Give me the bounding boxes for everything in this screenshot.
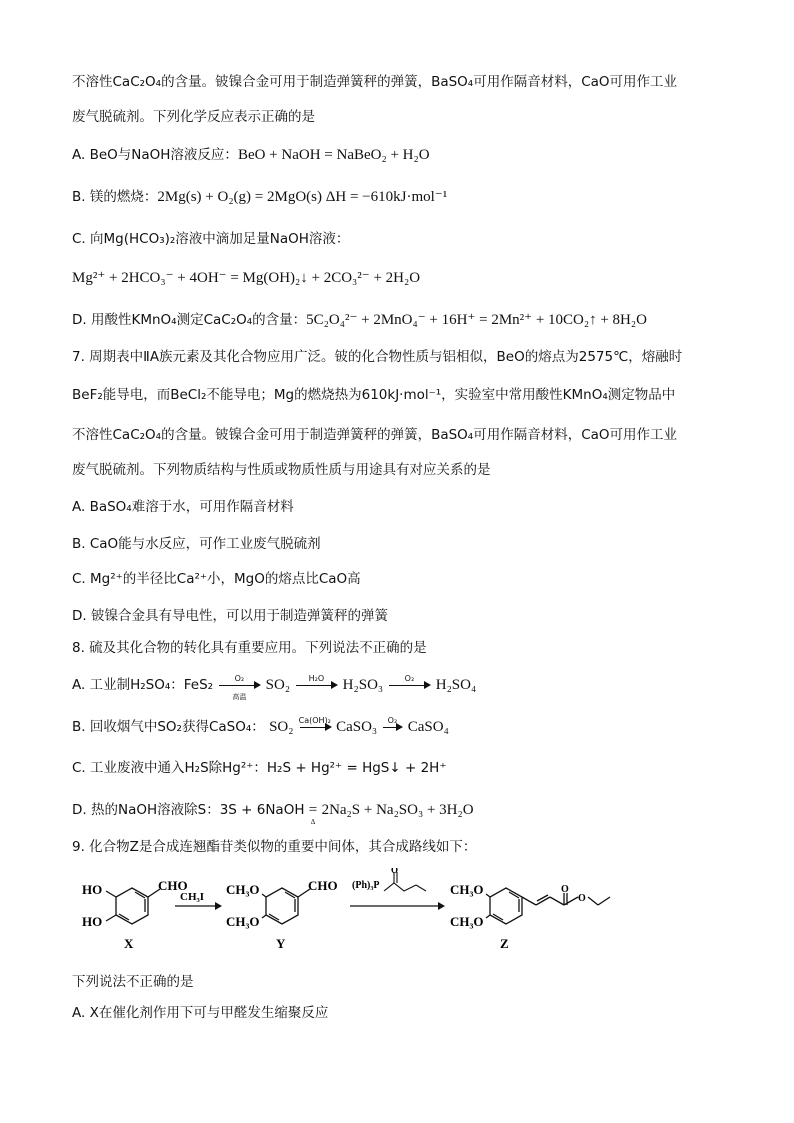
- ester-oxygen-label: O: [578, 893, 586, 904]
- q7-option-b: B. CaO能与水反应，可作工业废气脱硫剂: [72, 536, 321, 552]
- aldehyde-label: CHO: [158, 878, 188, 893]
- carbonyl-oxygen-label: O: [391, 868, 399, 875]
- q6-option-c-equation: Mg²⁺ + 2HCO₃⁻ + 4OH⁻ = Mg(OH)₂↓ + 2CO₃²⁻ + 2H₂O: [72, 270, 421, 286]
- heat-equals-sign: = Δ: [308, 802, 318, 826]
- q8-option-d: D. 热的NaOH溶液除S：3S + 6NaOH = Δ 2Na₂S + Na₂SO₃ + 3H₂O: [72, 802, 474, 826]
- intro-line-2: 废气脱硫剂。下列化学反应表示正确的是: [72, 109, 315, 125]
- compound-y-structure: [262, 888, 310, 924]
- q8-option-c: C. 工业废液中通入H₂S除Hg²⁺：H₂S + Hg²⁺ = HgS↓ + 2H⁺: [72, 760, 447, 776]
- aldehyde-label: CHO: [308, 878, 338, 893]
- reaction-arrow: O₂: [381, 720, 403, 734]
- compound-z-label: Z: [500, 936, 509, 951]
- reaction-arrow-2: [350, 872, 445, 910]
- reaction-arrow: Ca(OH)₂: [298, 720, 332, 734]
- q7-stem-line-2: BeF₂能导电，而BeCl₂不能导电；Mg的燃烧热为610kJ·mol⁻¹，实验室中常用酸性KMnO₄测定物品中: [72, 387, 676, 403]
- methoxy-label: CH₃O: [226, 914, 260, 929]
- reaction-arrow: O₂ 高温: [217, 678, 261, 692]
- q8-option-b: B. 回收烟气中SO₂获得CaSO₄： SO₂ Ca(OH)₂ CaSO₃ O₂ CaSO₄: [72, 716, 449, 735]
- reagent-methyl-iodide: CH₃I: [180, 891, 205, 903]
- q6-option-a: A. BeO与NaOH溶液反应：BeO + NaOH = NaBeO₂ + H₂O: [72, 147, 430, 163]
- compound-x-structure: [106, 888, 160, 924]
- compound-x-label: X: [124, 936, 134, 951]
- q7-stem-line-1: 7. 周期表中ⅡA族元素及其化合物应用广泛。铍的化合物性质与铝相似，BeO的熔点为2575℃，熔融时: [72, 349, 683, 365]
- methoxy-label: CH₃O: [226, 882, 260, 897]
- hydroxyl-label: HO: [82, 882, 103, 897]
- q6-option-c: C. 向Mg(HCO₃)₂溶液中滴加足量NaOH溶液：: [72, 231, 350, 247]
- hydroxyl-label: HO: [82, 914, 103, 929]
- q8-option-a: A. 工业制H₂SO₄：FeS₂ O₂ 高温 SO₂ H₂O H₂SO₃ O₂ H₂SO₄: [72, 674, 477, 701]
- q7-stem-line-4: 废气脱硫剂。下列物质结构与性质或物质性质与用途具有对应关系的是: [72, 462, 491, 478]
- q7-option-a: A. BaSO₄难溶于水，可用作隔音材料: [72, 499, 294, 515]
- reaction-arrow-1: [175, 902, 222, 910]
- reaction-arrow: O₂: [387, 678, 431, 692]
- q7-option-d: D. 铍镍合金具有导电性，可以用于制造弹簧秤的弹簧: [72, 608, 388, 624]
- methoxy-label: CH₃O: [450, 882, 484, 897]
- methoxy-label: CH₃O: [450, 914, 484, 929]
- synthesis-scheme: [80, 868, 640, 968]
- q9-option-a: A. X在催化剂作用下可与甲醛发生缩聚反应: [72, 1005, 329, 1021]
- q7-option-c: C. Mg²⁺的半径比Ca²⁺小，MgO的熔点比CaO高: [72, 571, 361, 587]
- q9-stem: 9. 化合物Z是合成连翘酯苷类似物的重要中间体，其合成路线如下：: [72, 839, 477, 855]
- q6-option-d: D. 用酸性KMnO₄测定CaC₂O₄的含量：5C₂O₄²⁻ + 2MnO₄⁻ + 16H⁺ = 2Mn²⁺ + 10CO₂↑ + 8H₂O: [72, 312, 647, 328]
- compound-z-structure: [486, 888, 610, 924]
- q8-stem: 8. 硫及其化合物的转化具有重要应用。下列说法不正确的是: [72, 640, 427, 656]
- intro-line-1: 不溶性CaC₂O₄的含量。铍镍合金可用于制造弹簧秤的弹簧，BaSO₄可用作隔音材料，CaO可用作工业: [72, 74, 678, 90]
- carbonyl-oxygen-label: O: [561, 884, 569, 895]
- compound-y-label: Y: [276, 936, 286, 951]
- q7-stem-line-3: 不溶性CaC₂O₄的含量。铍镍合金可用于制造弹簧秤的弹簧，BaSO₄可用作隔音材料，CaO可用作工业: [72, 427, 678, 443]
- q9-sub-stem: 下列说法不正确的是: [72, 974, 194, 990]
- q6-option-b: B. 镁的燃烧：2Mg(s) + O₂(g) = 2MgO(s) ΔH = −610kJ·mol⁻¹: [72, 189, 448, 205]
- reagent-ylide: (Ph)₃P: [352, 880, 380, 891]
- reaction-arrow: H₂O: [294, 678, 338, 692]
